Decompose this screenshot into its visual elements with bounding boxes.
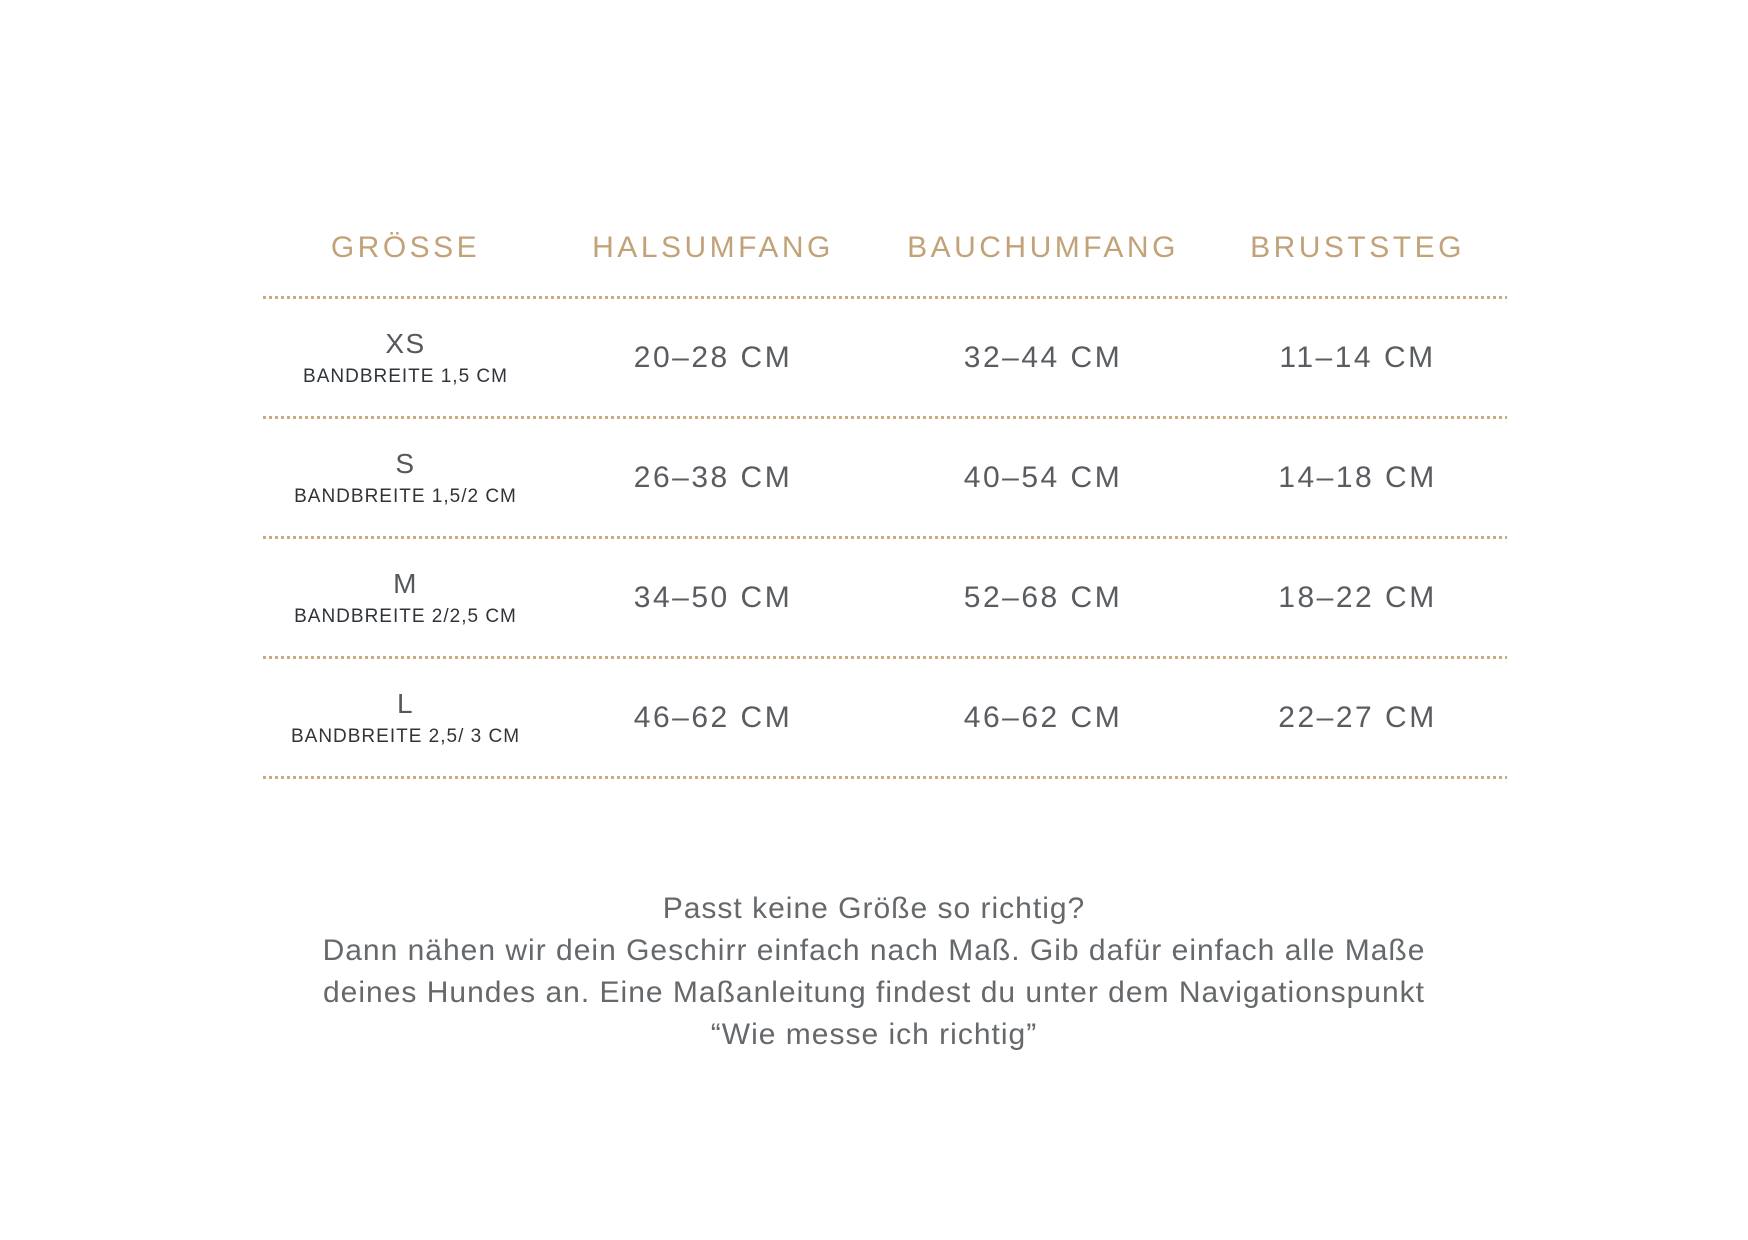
note-line-1: Passt keine Größe so richtig? xyxy=(662,892,1086,925)
table-header-row xyxy=(263,200,1507,296)
bruststeg-value: 22–27 CM xyxy=(1278,700,1437,734)
bandwidth-label: BANDBREITE 1,5 CM xyxy=(303,366,508,388)
size-label: XS xyxy=(385,328,426,360)
bruststeg-value: 14–18 CM xyxy=(1278,460,1437,494)
column-header-bruststeg: BRUSTSTEG xyxy=(1250,231,1465,264)
bandwidth-label: BANDBREITE 2,5/ 3 CM xyxy=(290,726,521,748)
size-label: L xyxy=(396,688,415,720)
custom-size-note xyxy=(0,888,1748,1056)
column-header-groesse: GRÖSSE xyxy=(330,231,481,264)
table-row xyxy=(263,419,1507,539)
halsumfang-value: 26–38 CM xyxy=(633,460,793,494)
size-cell xyxy=(263,326,548,389)
column-header-bauchumfang: BAUCHUMFANG xyxy=(907,231,1179,264)
bandwidth-label: BANDBREITE 1,5/2 CM xyxy=(294,486,517,508)
table-body xyxy=(263,299,1507,779)
bruststeg-value: 11–14 CM xyxy=(1279,340,1436,374)
bauchumfang-value: 52–68 CM xyxy=(963,580,1123,614)
size-cell xyxy=(263,446,548,509)
column-header-halsumfang: HALSUMFANG xyxy=(592,231,834,264)
note-line-3: deines Hundes an. Eine Maßanleitung findest du unter dem Navigationspunkt xyxy=(323,976,1425,1009)
size-cell xyxy=(263,566,548,629)
bandwidth-label: BANDBREITE 2/2,5 CM xyxy=(294,606,517,628)
table-row xyxy=(263,659,1507,779)
halsumfang-value: 34–50 CM xyxy=(633,580,793,614)
note-line-4: “Wie messe ich richtig” xyxy=(710,1018,1038,1051)
bauchumfang-value: 46–62 CM xyxy=(963,700,1123,734)
note-line-2: Dann nähen wir dein Geschirr einfach nach Maß. Gib dafür einfach alle Maße xyxy=(322,934,1426,967)
table-row xyxy=(263,299,1507,419)
size-cell xyxy=(263,686,548,749)
bauchumfang-value: 40–54 CM xyxy=(963,460,1123,494)
size-chart-table xyxy=(263,200,1507,779)
size-label: S xyxy=(395,448,416,480)
size-label: M xyxy=(393,568,418,600)
dotted-separator xyxy=(263,776,1507,779)
bauchumfang-value: 32–44 CM xyxy=(963,340,1123,374)
halsumfang-value: 20–28 CM xyxy=(633,340,793,374)
table-row xyxy=(263,539,1507,659)
halsumfang-value: 46–62 CM xyxy=(633,700,793,734)
bruststeg-value: 18–22 CM xyxy=(1278,580,1437,614)
